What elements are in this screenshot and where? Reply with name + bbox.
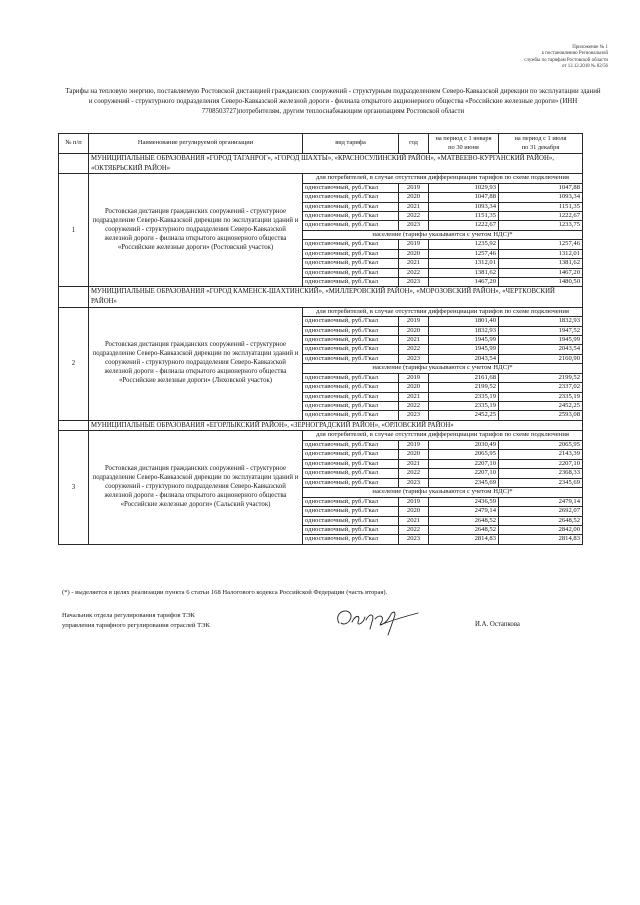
tariff-year: 2019: [399, 317, 429, 326]
consumer-group-label: население (тарифы указываются с учетом НДС)*: [303, 230, 583, 240]
tariff-type: одноставочный, руб./Гкал: [303, 249, 399, 258]
tariff-year: 2021: [399, 259, 429, 268]
tariff-type: одноставочный, руб./Гкал: [303, 259, 399, 268]
tariff-first-half-value: 2030,49: [429, 441, 499, 450]
tariff-second-half-value: 1093,34: [499, 193, 583, 202]
tariff-second-half-value: 2368,33: [499, 469, 583, 478]
tariff-type: одноставочный, руб./Гкал: [303, 326, 399, 335]
tariff-year: 2020: [399, 383, 429, 392]
tariff-type: одноставочный, руб./Гкал: [303, 478, 399, 487]
tariff-type: одноставочный, руб./Гкал: [303, 354, 399, 363]
organization-name: Ростовская дистанция гражданских сооружений - структурное подразделение Северо-Кавказской дирекции по эксплуатации зданий и сооружений - структурного подразделения Северо-Кавказской железной дороги - филиала открытого акционерного общества «Российские железные дороги» (Сальский участок): [89, 431, 303, 544]
tariff-first-half-value: 2207,10: [429, 459, 499, 468]
tariff-type: одноставочный, руб./Гкал: [303, 507, 399, 516]
tariff-second-half-value: 2143,39: [499, 450, 583, 459]
tariff-type: одноставочный, руб./Гкал: [303, 469, 399, 478]
tariff-first-half-value: 1235,92: [429, 240, 499, 249]
tariff-second-half-value: 1480,50: [499, 278, 583, 287]
annex-line: от 13.12.2018 № 82/56: [562, 63, 608, 69]
tariff-second-half-value: 1945,99: [499, 336, 583, 345]
section-number: 1: [59, 174, 89, 287]
annex-line: к постановлению Региональной: [541, 51, 608, 57]
tariff-type: одноставочный, руб./Гкал: [303, 450, 399, 459]
tariff-first-half-value: 1047,88: [429, 193, 499, 202]
tariff-year: 2019: [399, 373, 429, 382]
header-organization: Наименование регулируемой организации: [89, 134, 303, 154]
annex-reference: [480, 45, 608, 70]
tariff-second-half-value: 2207,10: [499, 459, 583, 468]
tariff-first-half-value: 1257,46: [429, 249, 499, 258]
tariff-type: одноставочный, руб./Гкал: [303, 193, 399, 202]
tariff-type: одноставочный, руб./Гкал: [303, 392, 399, 401]
tariff-year: 2019: [399, 441, 429, 450]
tariff-year: 2022: [399, 345, 429, 354]
tariff-type: одноставочный, руб./Гкал: [303, 535, 399, 544]
tariff-second-half-value: 2335,19: [499, 392, 583, 401]
tariff-second-half-value: 2692,07: [499, 507, 583, 516]
annex-line: Приложение № 1: [572, 45, 608, 50]
tariff-second-half-value: 2199,52: [499, 373, 583, 382]
group-header-row: [59, 431, 583, 441]
tariff-year: 2020: [399, 249, 429, 258]
tariff-table-body: [59, 154, 583, 545]
tariff-first-half-value: 2648,52: [429, 525, 499, 534]
tariff-second-half-value: 1832,93: [499, 317, 583, 326]
tariff-type: одноставочный, руб./Гкал: [303, 441, 399, 450]
tariff-type: одноставочный, руб./Гкал: [303, 525, 399, 534]
consumer-group-label: для потребителей, в случае отсутствия дифференциации тарифов по схеме подключения: [303, 174, 583, 184]
section-number: 3: [59, 431, 89, 544]
organization-name: Ростовская дистанция гражданских сооружений - структурное подразделение Северо-Кавказской дирекции по эксплуатации зданий и сооружений - структурного подразделения Северо-Кавказской железной дороги - филиала открытого акционерного общества «Российские железные дороги» (Ростовский участок): [89, 174, 303, 287]
header-first-half: [429, 134, 499, 154]
handwritten-signature: [330, 602, 422, 636]
header-second-half: [499, 134, 583, 154]
group-header-row: [59, 307, 583, 317]
tariff-table: [58, 133, 583, 545]
tariff-second-half-value: 2452,25: [499, 402, 583, 411]
tariff-second-half-value: 1233,75: [499, 221, 583, 230]
tariff-type: одноставочный, руб./Гкал: [303, 383, 399, 392]
tariff-year: 2019: [399, 497, 429, 506]
municipality-number-cell: [59, 154, 89, 174]
tariff-year: 2020: [399, 507, 429, 516]
header-year: год: [399, 134, 429, 154]
tariff-type: одноставочный, руб./Гкал: [303, 183, 399, 192]
tariff-first-half-value: 2436,59: [429, 497, 499, 506]
tariff-first-half-value: 1151,35: [429, 212, 499, 221]
tariff-first-half-value: 1381,62: [429, 268, 499, 277]
municipality-name: МУНИЦИПАЛЬНЫЕ ОБРАЗОВАНИЯ «ГОРОД ТАГАНРОГ», «ГОРОД ШАХТЫ», «КРАСНОСУЛИНСКИЙ РАЙОН», «МАТВЕЕВО-КУРГАНСКИЙ РАЙОН», «ОКТЯБРЬСКИЙ РАЙОН»: [89, 154, 583, 174]
tariff-first-half-value: 2207,10: [429, 469, 499, 478]
tariff-year: 2020: [399, 193, 429, 202]
tariff-year: 2021: [399, 516, 429, 525]
tariff-year: 2022: [399, 268, 429, 277]
tariff-first-half-value: 1093,34: [429, 202, 499, 211]
tariff-second-half-value: 2345,69: [499, 478, 583, 487]
tariff-first-half-value: 2814,83: [429, 535, 499, 544]
tariff-type: одноставочный, руб./Гкал: [303, 373, 399, 382]
header-second-half-line: на период с 1 июля: [514, 135, 567, 143]
tariff-second-half-value: 1047,88: [499, 183, 583, 192]
municipality-row: [59, 420, 583, 431]
tariff-type: одноставочный, руб./Гкал: [303, 317, 399, 326]
tariff-second-half-value: 1381,62: [499, 259, 583, 268]
tariff-year: 2021: [399, 459, 429, 468]
tariff-first-half-value: 2043,54: [429, 354, 499, 363]
consumer-group-label: население (тарифы указываются с учетом НДС)*: [303, 364, 583, 374]
tariff-type: одноставочный, руб./Гкал: [303, 336, 399, 345]
tariff-first-half-value: 1945,99: [429, 345, 499, 354]
tariff-year: 2022: [399, 525, 429, 534]
tariff-year: 2022: [399, 402, 429, 411]
tariff-year: 2023: [399, 221, 429, 230]
municipality-number-cell: [59, 420, 89, 431]
tariff-first-half-value: 2345,69: [429, 478, 499, 487]
signer-name: И.А. Остапкова: [475, 621, 520, 628]
tariff-year: 2021: [399, 336, 429, 345]
tariff-type: одноставочный, руб./Гкал: [303, 516, 399, 525]
tariff-type: одноставочный, руб./Гкал: [303, 221, 399, 230]
header-number: № п/п: [59, 134, 89, 154]
tariff-second-half-value: 2065,95: [499, 441, 583, 450]
document-title: Тарифы на тепловую энергию, поставляемую Ростовской дистанцией гражданских сооружений - структурным подразделением Северо-Кавказской дирекции по эксплуатации зданий и сооружений - структурного подразделения Северо-Кавказской железной дороги - филиала открытого акционерного общества «Российские железные дороги» (ИНН 7708503727)потребителям, другим теплоснабжающим организациям Ростовской области: [65, 88, 601, 115]
tariff-first-half-value: 1801,40: [429, 317, 499, 326]
tariff-type: одноставочный, руб./Гкал: [303, 411, 399, 420]
footnote: (*) - выделяется в целях реализации пункта 6 статьи 168 Налогового кодекса Российской Федерации (часть вторая).: [62, 589, 388, 596]
tariff-year: 2023: [399, 478, 429, 487]
municipality-name: МУНИЦИПАЛЬНЫЕ ОБРАЗОВАНИЯ «ГОРОД КАМЕНСК-ШАХТИНСКИЙ», «МИЛЛЕРОВСКИЙ РАЙОН», «МОРОЗОВСКИЙ РАЙОН», «ЧЕРТКОВСКИЙ РАЙОН»: [89, 287, 583, 307]
annex-line: службы по тарифам Ростовской области: [524, 57, 608, 63]
group-header-row: [59, 174, 583, 184]
tariff-first-half-value: 2335,19: [429, 402, 499, 411]
tariff-type: одноставочный, руб./Гкал: [303, 278, 399, 287]
tariff-second-half-value: 1257,46: [499, 240, 583, 249]
tariff-second-half-value: 2842,00: [499, 525, 583, 534]
consumer-group-label: для потребителей, в случае отсутствия дифференциации тарифов по схеме подключения: [303, 307, 583, 317]
header-second-half-line: по 31 декабря: [521, 143, 560, 151]
organization-name: Ростовская дистанция гражданских сооружений - структурное подразделение Северо-Кавказской дирекции по эксплуатации зданий и сооружений - структурного подразделения Северо-Кавказской железной дороги - филиала открытого акционерного общества «Российские железные дороги» (Лиховской участок): [89, 307, 303, 420]
tariff-first-half-value: 1832,93: [429, 326, 499, 335]
tariff-year: 2023: [399, 411, 429, 420]
tariff-second-half-value: 2648,52: [499, 516, 583, 525]
tariff-second-half-value: 1312,01: [499, 249, 583, 258]
tariff-type: одноставочный, руб./Гкал: [303, 268, 399, 277]
tariff-type: одноставочный, руб./Гкал: [303, 345, 399, 354]
tariff-second-half-value: 1947,52: [499, 326, 583, 335]
tariff-year: 2023: [399, 535, 429, 544]
municipality-name: МУНИЦИПАЛЬНЫЕ ОБРАЗОВАНИЯ «ЕГОРЛЫКСКИЙ РАЙОН», «ЗЕРНОГРАДСКИЙ РАЙОН», «ОРЛОВСКИЙ РАЙОН»: [89, 420, 583, 431]
tariff-year: 2019: [399, 240, 429, 249]
header-tariff-type: вид тарифа: [303, 134, 399, 154]
tariff-second-half-value: 1467,20: [499, 268, 583, 277]
signer-position-line: управления тарифного регулирования отраслей ТЭК: [62, 621, 210, 629]
tariff-first-half-value: 2335,19: [429, 392, 499, 401]
signer-position: [62, 611, 210, 630]
tariff-second-half-value: 2043,54: [499, 345, 583, 354]
tariff-first-half-value: 1029,93: [429, 183, 499, 192]
tariff-second-half-value: 2337,02: [499, 383, 583, 392]
municipality-row: [59, 287, 583, 307]
tariff-year: 2020: [399, 326, 429, 335]
tariff-type: одноставочный, руб./Гкал: [303, 459, 399, 468]
tariff-year: 2021: [399, 202, 429, 211]
tariff-type: одноставочный, руб./Гкал: [303, 402, 399, 411]
tariff-first-half-value: 2161,68: [429, 373, 499, 382]
municipality-row: [59, 154, 583, 174]
tariff-year: 2023: [399, 354, 429, 363]
consumer-group-label: для потребителей, в случае отсутствия дифференциации тарифов по схеме подключения: [303, 431, 583, 441]
tariff-first-half-value: 2065,95: [429, 450, 499, 459]
tariff-first-half-value: 2199,52: [429, 383, 499, 392]
header-first-half-line: по 30 июня: [448, 143, 479, 151]
header-row: [59, 134, 583, 154]
header-first-half-line: на период с 1 января: [435, 135, 492, 143]
tariff-year: 2019: [399, 183, 429, 192]
signer-position-line: Начальник отдела регулирования тарифов ТЭК: [62, 612, 195, 619]
tariff-type: одноставочный, руб./Гкал: [303, 497, 399, 506]
tariff-first-half-value: 1222,67: [429, 221, 499, 230]
tariff-type: одноставочный, руб./Гкал: [303, 240, 399, 249]
section-number: 2: [59, 307, 89, 420]
tariff-type: одноставочный, руб./Гкал: [303, 202, 399, 211]
tariff-first-half-value: 2452,25: [429, 411, 499, 420]
tariff-first-half-value: 1945,99: [429, 336, 499, 345]
tariff-year: 2023: [399, 278, 429, 287]
tariff-second-half-value: 1151,35: [499, 202, 583, 211]
tariff-year: 2022: [399, 469, 429, 478]
tariff-second-half-value: 2593,08: [499, 411, 583, 420]
tariff-first-half-value: 1467,20: [429, 278, 499, 287]
tariff-first-half-value: 1312,01: [429, 259, 499, 268]
tariff-year: 2021: [399, 392, 429, 401]
tariff-first-half-value: 2479,14: [429, 507, 499, 516]
tariff-first-half-value: 2648,52: [429, 516, 499, 525]
municipality-number-cell: [59, 287, 89, 307]
tariff-year: 2020: [399, 450, 429, 459]
tariff-type: одноставочный, руб./Гкал: [303, 212, 399, 221]
tariff-second-half-value: 1222,67: [499, 212, 583, 221]
tariff-second-half-value: 2160,90: [499, 354, 583, 363]
tariff-second-half-value: 2479,14: [499, 497, 583, 506]
tariff-year: 2022: [399, 212, 429, 221]
tariff-table-header: [59, 134, 583, 154]
consumer-group-label: население (тарифы указываются с учетом НДС)*: [303, 488, 583, 498]
tariff-second-half-value: 2814,83: [499, 535, 583, 544]
